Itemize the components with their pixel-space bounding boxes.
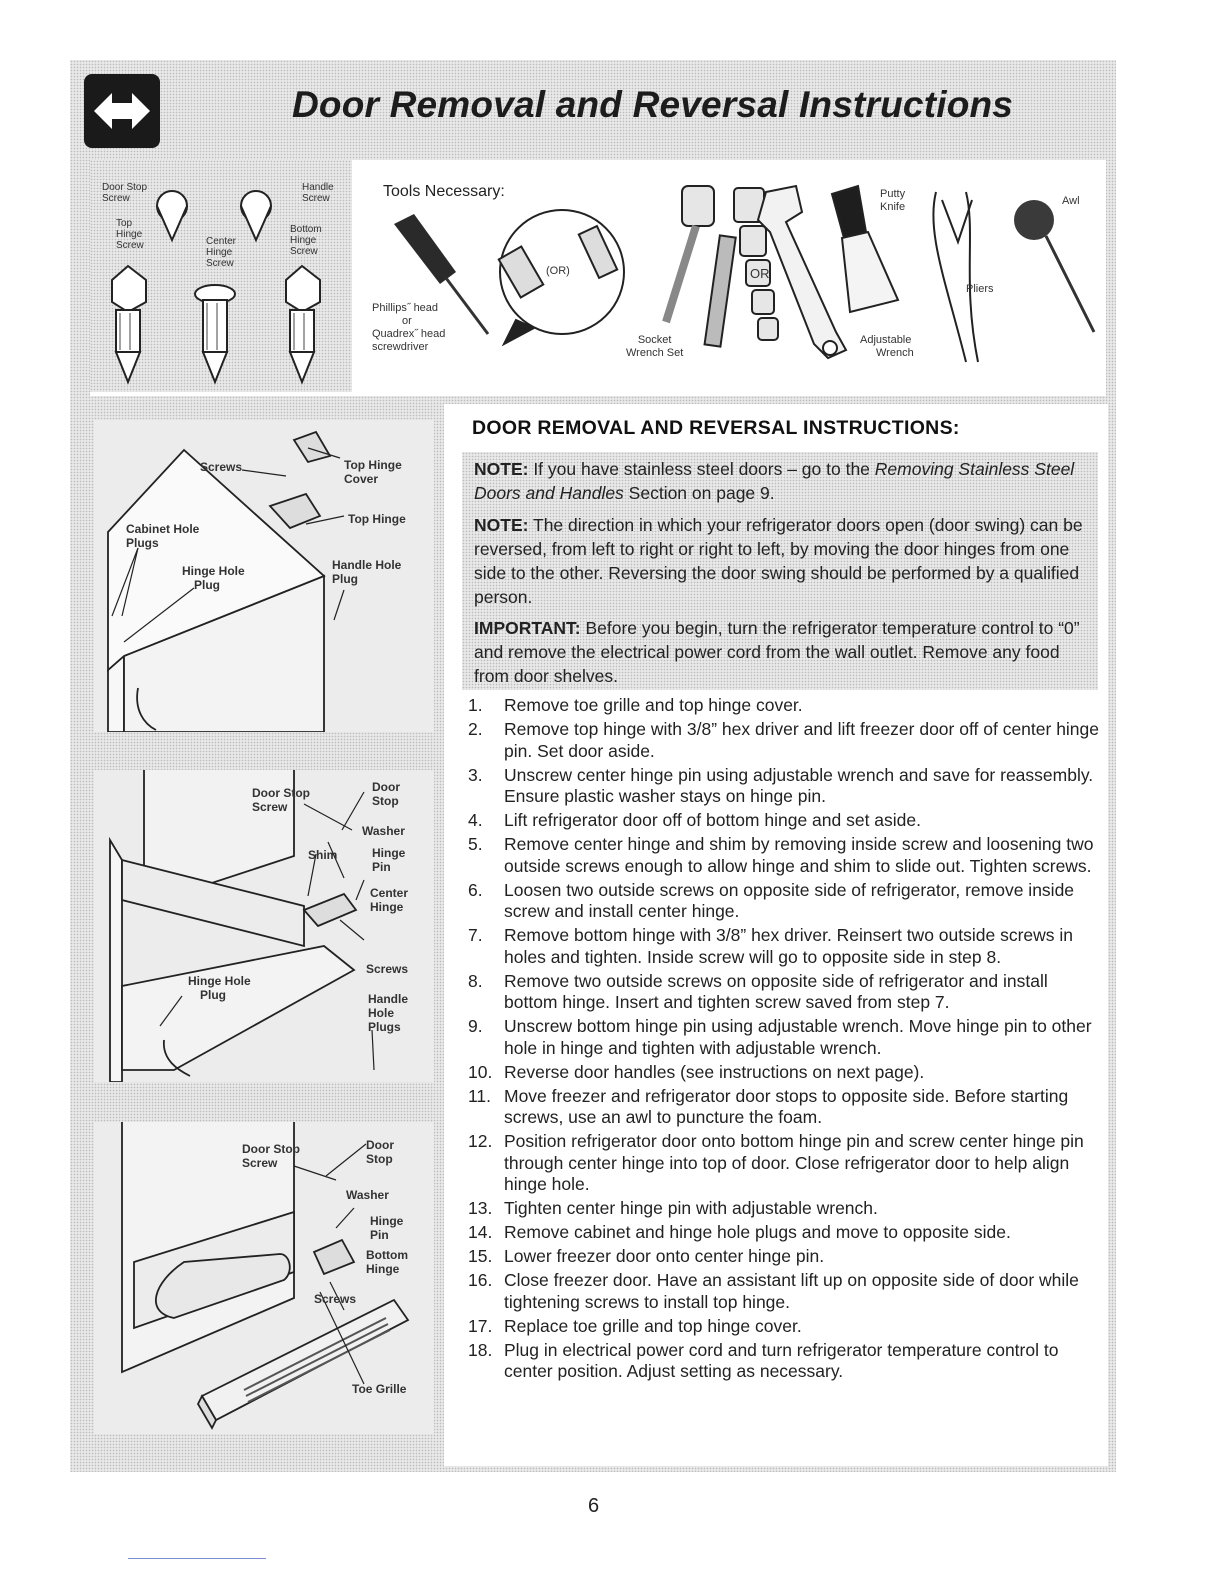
- label-hinge-hole-plug: Hinge Hole Plug: [182, 564, 245, 592]
- label-top-hinge-cover: Top Hinge Cover: [344, 458, 402, 486]
- label-screws-3: Screws: [314, 1292, 357, 1306]
- list-item: 18. Plug in electrical power cord and turn refrigerator temperature control to center position. Adjust setting as necessary.: [468, 1339, 1059, 1381]
- list-item: 11. Move freezer and refrigerator door stops to opposite side. Before starting screws, use an awl to puncture the foam.: [468, 1085, 1069, 1127]
- list-item: 15. Lower freezer door onto center hinge pin.: [468, 1246, 825, 1266]
- label-phillips: Phillips˝ head or Quadrex˝ head screwdriver: [372, 302, 446, 353]
- label-pliers: Pliers: [966, 283, 994, 295]
- label-screws-2: Screws: [366, 962, 409, 976]
- tools-label: Tools Necessary:: [383, 183, 505, 200]
- note-door-swing: NOTE: The direction in which your refrigerator doors open (door swing) can be reversed, from left to right or right to left, by moving the door hinges from one side to the other. Reversing the door swing should be performed by a qualified person.: [474, 515, 1083, 607]
- label-door-stop-screw-3: Door Stop Screw: [242, 1142, 300, 1170]
- list-item: 17. Replace toe grille and top hinge cover.: [468, 1315, 802, 1336]
- figure-top-hinge: [94, 420, 434, 732]
- label-shim: Shim: [308, 848, 338, 862]
- label-handle-hole-plugs: Handle Hole Plugs: [368, 992, 409, 1034]
- list-item: 12. Position refrigerator door onto bottom hinge pin and screw center hinge pin through center hinge into top of door. Close refrigerator door to help align hinge hole.: [468, 1131, 1084, 1194]
- note-stainless: NOTE: If you have stainless steel doors – go to the Removing Stainless Steel Doors and Handles Section on page 9.: [474, 459, 1075, 503]
- page-title: Door Removal and Reversal Instructions: [292, 84, 1014, 125]
- list-item: 2. Remove top hinge with 3/8” hex driver and lift freezer door off of center hinge pin. Set door aside.: [468, 719, 1100, 761]
- screw-panel: [90, 160, 352, 392]
- page-number: 6: [588, 1495, 600, 1517]
- list-item: 10. Reverse door handles (see instructions on next page).: [468, 1061, 925, 1082]
- label-door-stop-screw: Door Stop Screw: [102, 182, 148, 204]
- label-hinge-pin-2: Hinge Pin: [372, 846, 406, 874]
- label-bottom-hinge-screw: Bottom Hinge Screw: [290, 224, 322, 257]
- label-handle-hole-plug: Handle Hole Plug: [332, 558, 402, 586]
- bit-magnifier-icon: [499, 210, 624, 344]
- label-washer-3: Washer: [346, 1188, 389, 1202]
- center-hinge-drawing: [94, 770, 434, 1082]
- label-top-hinge: Top Hinge: [348, 512, 406, 526]
- label-door-stop-3: Door Stop: [366, 1138, 394, 1166]
- label-handle-screw: Handle Screw: [302, 182, 334, 204]
- label-center-hinge-screw: Center Hinge Screw: [206, 236, 237, 269]
- note-important: IMPORTANT: Before you begin, turn the refrigerator temperature control to “0” and remove the electrical power cord from the wall outlet. Remove any food from door shelves.: [474, 618, 1080, 686]
- double-arrow-icon: [84, 74, 160, 148]
- steps-list: [466, 695, 1106, 1385]
- label-bottom-hinge: Bottom Hinge: [366, 1248, 408, 1276]
- logo: [84, 74, 160, 148]
- label-awl: Awl: [1062, 195, 1080, 207]
- list-item: 5. Remove center hinge and shim by removing inside screw and loosening two outside screws enough to allow hinge and shim to slide out. Tighten screws.: [468, 834, 1094, 876]
- figure-center-hinge: [94, 770, 434, 1082]
- label-or-bits: (OR): [546, 265, 570, 277]
- list-item: 7. Remove bottom hinge with 3/8” hex driver. Reinsert two outside screws in holes and tighten. Inside screw will go to opposite side in step 8.: [468, 925, 1074, 967]
- list-item: 4. Lift refrigerator door off of bottom hinge and set aside.: [468, 810, 922, 830]
- label-toe-grille: Toe Grille: [352, 1382, 407, 1396]
- figure-bottom-hinge: [94, 1122, 434, 1434]
- label-center-hinge: Center Hinge: [370, 886, 409, 914]
- label-door-stop-2: Door Stop: [372, 780, 400, 808]
- footer-divider: [128, 1558, 266, 1559]
- label-adjustable: Adjustable Wrench: [860, 334, 914, 359]
- list-item: 6. Loosen two outside screws on opposite side of refrigerator, remove inside screw and install center hinge.: [468, 879, 1075, 921]
- list-item: 13. Tighten center hinge pin with adjustable wrench.: [468, 1198, 878, 1218]
- tools-illustration: [366, 172, 1106, 382]
- instructions-heading: DOOR REMOVAL AND REVERSAL INSTRUCTIONS:: [472, 417, 960, 439]
- pliers-icon: [933, 192, 978, 362]
- list-item: 14. Remove cabinet and hinge hole plugs and move to opposite side.: [468, 1222, 1011, 1242]
- label-screws: Screws: [200, 460, 243, 474]
- list-item: 16. Close freezer door. Have an assistant lift up on opposite side of door while tightening screws to install top hinge.: [468, 1270, 1079, 1312]
- label-top-hinge-screw: Top Hinge Screw: [116, 218, 144, 251]
- list-item: 8. Remove two outside screws on opposite side of refrigerator and install bottom hinge. Insert and tighten screw saved from step 7.: [468, 970, 1048, 1012]
- label-cabinet-hole-plugs: Cabinet Hole Plugs: [126, 522, 200, 550]
- label-putty: Putty Knife: [880, 188, 906, 213]
- label-washer-2: Washer: [362, 824, 405, 838]
- label-hinge-hole-plug-2: Hinge Hole Plug: [188, 974, 251, 1002]
- label-door-stop-screw-2: Door Stop Screw: [252, 786, 310, 814]
- list-item: 3. Unscrew center hinge pin using adjustable wrench and save for reassembly. Ensure plastic washer stays on hinge pin.: [468, 764, 1094, 806]
- label-hinge-pin-3: Hinge Pin: [370, 1214, 404, 1242]
- label-socket: Socket Wrench Set: [626, 334, 684, 359]
- list-item: 9. Unscrew bottom hinge pin using adjustable wrench. Move hinge pin to other hole in hinge and tighten with adjustable wrench.: [468, 1016, 1092, 1058]
- label-or-wrench: OR: [750, 266, 770, 281]
- list-item: 1. Remove toe grille and top hinge cover.: [468, 695, 803, 715]
- awl-icon: [1014, 200, 1094, 332]
